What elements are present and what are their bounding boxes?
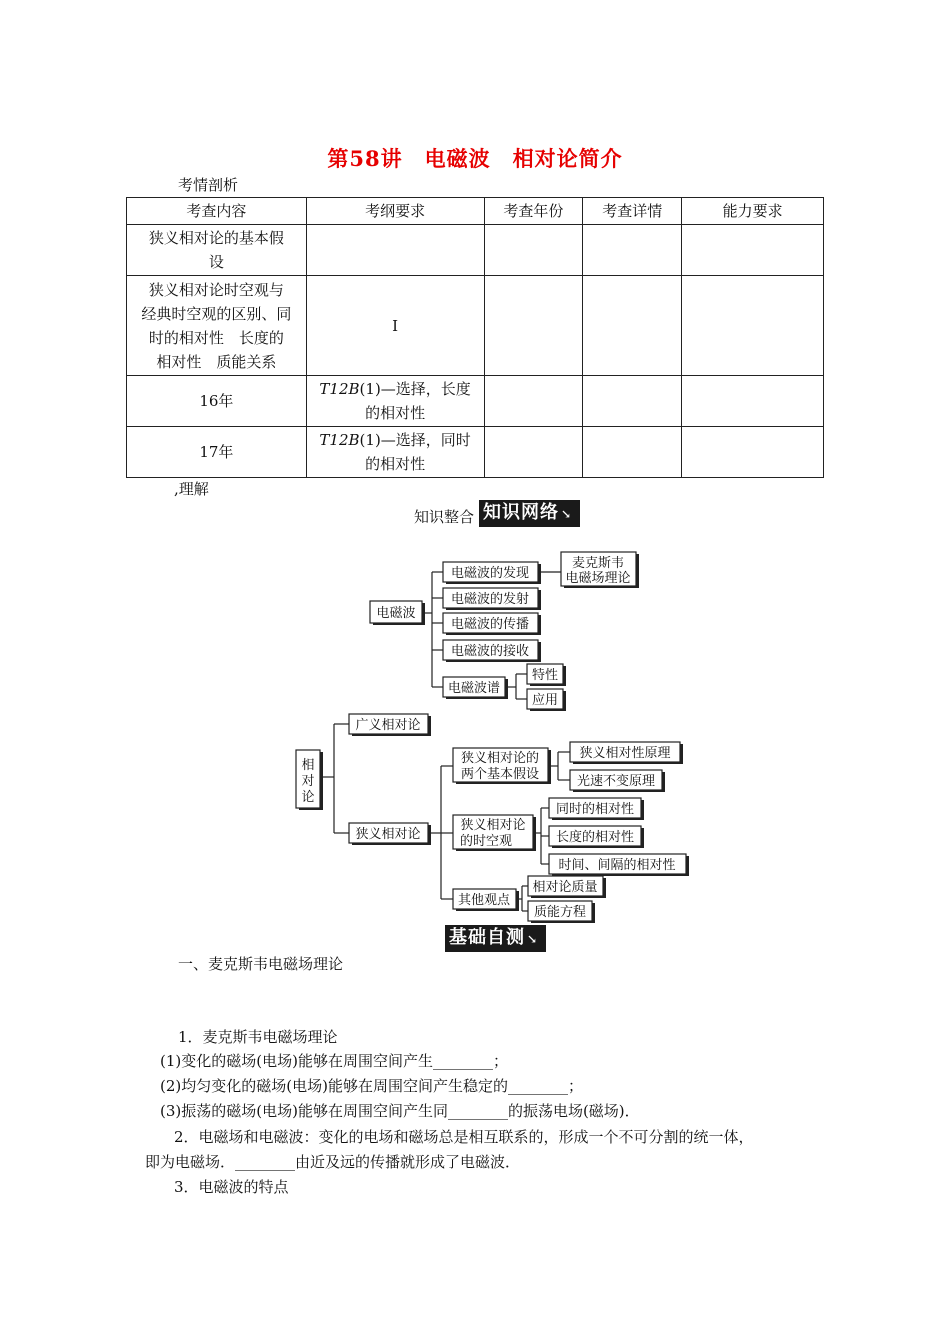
node-label: 光速不变原理 bbox=[576, 774, 656, 789]
node-two-postulates bbox=[453, 748, 551, 784]
table-header-cell: 能力要求 bbox=[682, 198, 824, 225]
table-cell bbox=[484, 225, 583, 276]
table-row bbox=[127, 376, 824, 427]
paragraph: 即为电磁场．________由近及远的传播就形成了电磁波． bbox=[145, 1153, 521, 1171]
detail-text: (1)—选择，长度 的相对性 bbox=[359, 380, 471, 422]
after-table-text: ,理解 bbox=[174, 480, 209, 498]
node-label: 狭义相对论的 bbox=[460, 751, 540, 766]
node-label: 特性 bbox=[531, 668, 559, 683]
detail-code: T12B bbox=[319, 431, 360, 449]
node-other-views bbox=[453, 889, 519, 911]
detail-code: T12B bbox=[319, 380, 360, 398]
table-cell bbox=[306, 376, 484, 427]
table-cell bbox=[682, 276, 824, 376]
node-em-emission bbox=[443, 588, 541, 610]
knowledge-network-diagram bbox=[0, 540, 950, 930]
node-label: 电磁波的发射 bbox=[450, 592, 530, 607]
node-label: 两个基本假设 bbox=[460, 767, 540, 782]
node-label: 的时空观 bbox=[459, 834, 513, 849]
table-cell: 狭义相对论的基本假 设 bbox=[127, 225, 307, 276]
table-header-row bbox=[127, 198, 824, 225]
self-test-banner: 基础自测 ↘ bbox=[445, 925, 546, 952]
node-general-relativity bbox=[349, 714, 431, 736]
node-label: 相对论质量 bbox=[532, 880, 598, 895]
node-spacetime-view bbox=[453, 815, 536, 851]
node-label: 电磁波的接收 bbox=[450, 644, 530, 659]
node-label: 其他观点 bbox=[457, 893, 511, 908]
node-label: 电磁波 bbox=[376, 606, 416, 621]
node-special-relativity bbox=[349, 823, 431, 845]
page-title: 第58讲 电磁波 相对论简介 bbox=[327, 146, 623, 171]
table-cell: 狭义相对论时空观与 经典时空观的区别、同 时的相对性 长度的 相对性 质能关系 bbox=[127, 276, 307, 376]
table-cell bbox=[583, 376, 682, 427]
section-heading: 一、麦克斯韦电磁场理论 bbox=[178, 955, 344, 973]
table-header-cell: 考查年份 bbox=[484, 198, 583, 225]
node-label: 麦克斯韦 bbox=[571, 556, 625, 571]
table-cell bbox=[306, 427, 484, 478]
table-header-cell: 考查内容 bbox=[127, 198, 307, 225]
table-cell bbox=[583, 427, 682, 478]
node-em-propagation bbox=[443, 613, 541, 635]
table-cell: Ⅰ bbox=[306, 276, 484, 376]
node-mass-energy bbox=[528, 901, 595, 923]
node-label: 电磁波的发现 bbox=[450, 566, 530, 581]
table-cell bbox=[306, 225, 484, 276]
node-label: 质能方程 bbox=[533, 905, 587, 920]
node-em-reception bbox=[443, 640, 541, 662]
node-label: 广义相对论 bbox=[355, 718, 421, 733]
paragraph: (1)变化的磁场(电场)能够在周围空间产生________； bbox=[160, 1052, 508, 1070]
node-label: 狭义相对论 bbox=[355, 827, 421, 842]
paragraph: 2．电磁场和电磁波：变化的电场和磁场总是相互联系的，形成一个不可分割的统一体， bbox=[174, 1128, 754, 1146]
node-spectrum-properties bbox=[527, 664, 566, 686]
node-relativity-root bbox=[296, 750, 323, 810]
node-spectrum-applications bbox=[527, 689, 566, 711]
table-header-cell: 考纲要求 bbox=[306, 198, 484, 225]
table-row bbox=[127, 225, 824, 276]
table-cell bbox=[484, 276, 583, 376]
exam-analysis-table bbox=[126, 197, 824, 478]
node-light-speed-constant bbox=[570, 770, 665, 792]
table-row bbox=[127, 427, 824, 478]
node-simultaneity bbox=[549, 798, 644, 820]
table-row bbox=[127, 276, 824, 376]
node-label: 对 bbox=[301, 774, 315, 789]
table-cell bbox=[484, 376, 583, 427]
paragraph: (3)振荡的磁场(电场)能够在周围空间产生同________的振荡电场(磁场)． bbox=[160, 1102, 640, 1120]
node-relativistic-mass bbox=[528, 876, 606, 898]
table-cell bbox=[682, 427, 824, 478]
node-label: 狭义相对论 bbox=[460, 818, 526, 833]
node-label: 电磁波的传播 bbox=[450, 617, 530, 632]
table-cell bbox=[583, 225, 682, 276]
knowledge-network-banner: 知识网络 ↘ bbox=[479, 500, 580, 527]
node-em-spectrum bbox=[443, 677, 508, 699]
node-label: 应用 bbox=[531, 693, 559, 708]
node-label: 电磁波谱 bbox=[447, 681, 501, 696]
node-em-discovery bbox=[443, 562, 541, 584]
table-header-cell: 考查详情 bbox=[583, 198, 682, 225]
node-maxwell-theory bbox=[561, 552, 639, 588]
table-cell bbox=[583, 276, 682, 376]
detail-text: (1)—选择，同时 的相对性 bbox=[359, 431, 471, 473]
table-cell: 16年 bbox=[127, 376, 307, 427]
table-cell: 17年 bbox=[127, 427, 307, 478]
node-label: 长度的相对性 bbox=[555, 830, 635, 845]
knowledge-label: 知识整合 bbox=[414, 508, 475, 526]
table-cell bbox=[484, 427, 583, 478]
node-relativity-principle bbox=[570, 742, 683, 764]
node-label: 论 bbox=[301, 790, 315, 805]
node-label: 狭义相对性原理 bbox=[579, 746, 671, 761]
section-label: 考情剖析 bbox=[178, 176, 239, 194]
node-label: 电磁场理论 bbox=[565, 571, 631, 586]
node-label: 相 bbox=[301, 758, 315, 773]
paragraph: (2)均匀变化的磁场(电场)能够在周围空间产生稳定的________； bbox=[160, 1077, 583, 1095]
paragraph: 3．电磁波的特点 bbox=[174, 1178, 289, 1196]
paragraph: 1．麦克斯韦电磁场理论 bbox=[178, 1028, 338, 1046]
table-cell bbox=[682, 225, 824, 276]
node-label: 时间、间隔的相对性 bbox=[558, 858, 676, 873]
node-em-root bbox=[370, 601, 425, 625]
node-length-relativity bbox=[549, 826, 644, 848]
table-cell bbox=[682, 376, 824, 427]
node-label: 同时的相对性 bbox=[555, 802, 635, 817]
node-time-interval bbox=[549, 854, 689, 876]
